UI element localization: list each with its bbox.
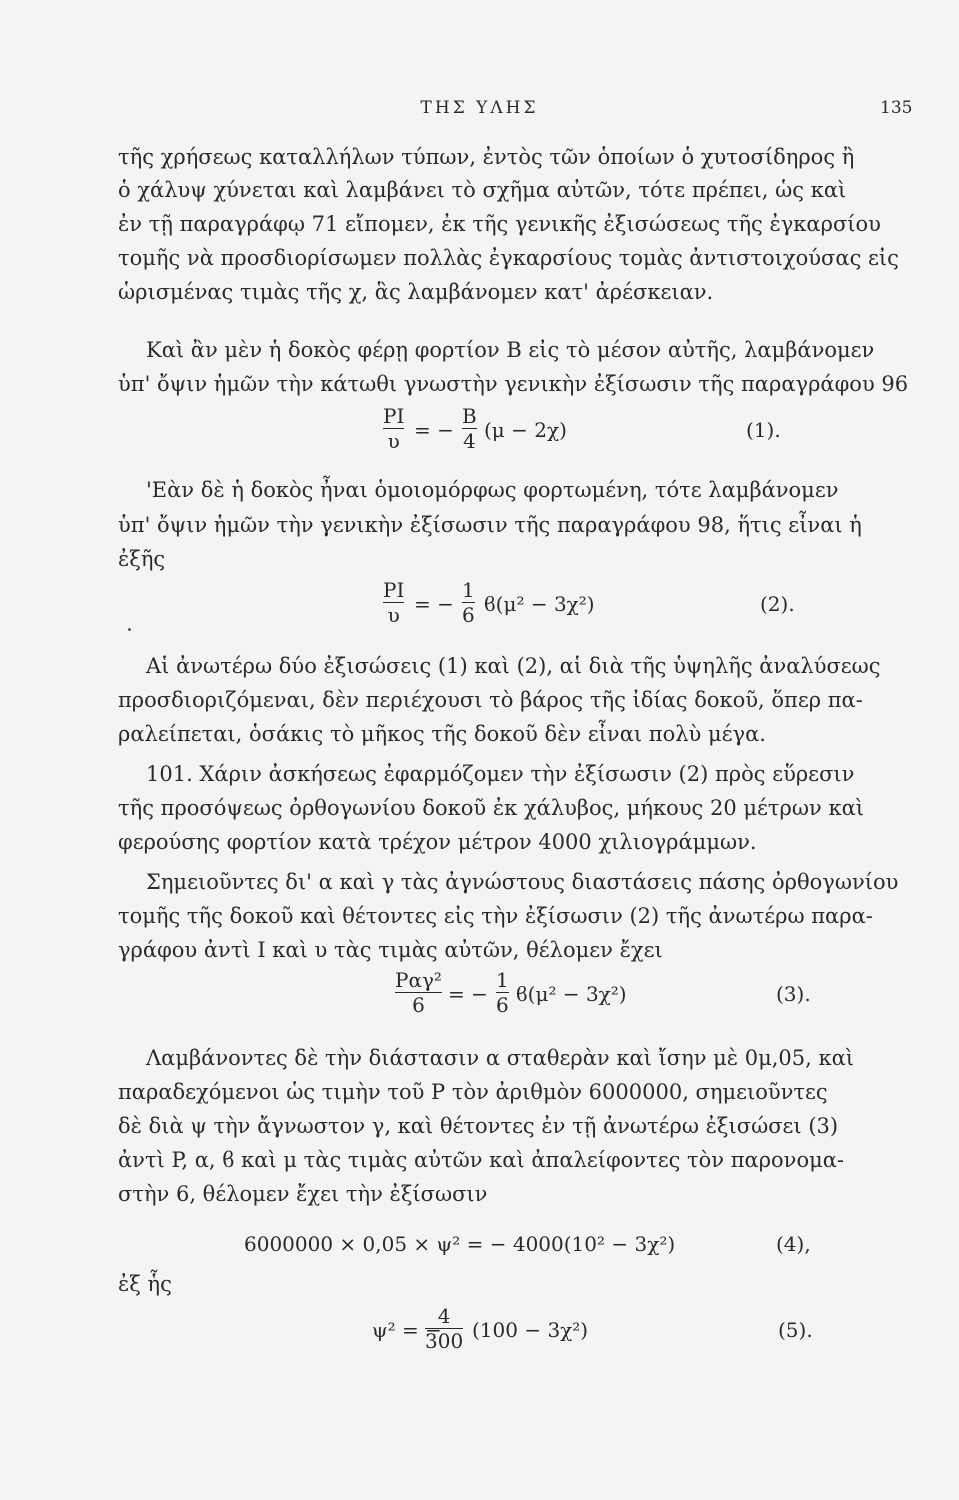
equals-minus: = − <box>414 592 454 616</box>
text-line: 101. Χάριν ἀσκήσεως ἐφαρμόζομεν τὴν ἐξίσωσιν (2) πρὸς εὕρεσιν <box>146 762 855 786</box>
numerator: PI <box>383 404 405 428</box>
text-line: ἐξῆς <box>118 547 166 571</box>
fraction <box>496 968 509 1017</box>
text-line: Καὶ ἂν μὲν ἡ δοκὸς φέρῃ φορτίον Β εἰς τὸ μέσον αὐτῆς, λαμβάνομεν <box>146 338 875 362</box>
fraction <box>383 578 404 627</box>
numerator: B <box>462 404 477 428</box>
text-line: στὴν 6, θέλομεν ἔχει τὴν ἐξίσωσιν <box>118 1182 488 1206</box>
text-line: ὁ χάλυψ χύνεται καὶ λαμβάνει τὸ σχῆμα αὐτῶν, τότε πρέπει, ὡς καὶ <box>118 178 847 202</box>
equals-minus: = − <box>414 418 454 442</box>
numerator: PI <box>383 578 405 602</box>
denominator: υ <box>387 429 400 453</box>
text-line: Λαμβάνοντες δὲ τὴν διάστασιν α σταθερὰν καὶ ἴσην μὲ 0μ,05, καὶ <box>146 1046 855 1070</box>
text-line: ὑπ' ὄψιν ἡμῶν τὴν γενικὴν ἐξίσωσιν τῆς παραγράφου 98, ἥτις εἶναι ἡ <box>118 513 862 537</box>
fraction <box>395 968 442 1017</box>
expression: 6000000 × 0,05 × ψ² = − 4000(10² − 3χ²) <box>244 1232 676 1256</box>
equation-label: (2). <box>760 592 795 616</box>
denominator: 300 <box>425 1329 464 1353</box>
text-line: Αἱ ἀνωτέρω δύο ἐξισώσεις (1) καὶ (2), αἱ διὰ τῆς ὑψηλῆς ἀναλύσεως <box>146 654 881 678</box>
fraction <box>383 404 404 453</box>
text-line: 'Εὰν δὲ ἡ δοκὸς ἦναι ὁμοιομόρφως φορτωμένη, τότε λαμβάνομεν <box>146 478 839 502</box>
equation-label: (1). <box>746 418 781 442</box>
text-line: ὑπ' ὄψιν ἡμῶν τὴν κάτωθι γνωστὴν γενικὴν ἐξίσωσιν τῆς παραγράφου 96 <box>118 372 909 396</box>
text-line: ἀντὶ P, α, ϐ καὶ μ τὰς τιμὰς αὐτῶν καὶ ἀπαλείφοντες τὸν παρονομα- <box>118 1148 845 1172</box>
denominator: 4 <box>462 429 476 453</box>
text-line: ραλείπεται, ὁσάκις τὸ μῆκος τῆς δοκοῦ δὲν εἶναι πολὺ μέγα. <box>118 722 766 746</box>
denominator: υ <box>387 603 400 627</box>
denominator: 6 <box>412 993 425 1017</box>
text-line: ἐξ ἧς <box>118 1272 172 1296</box>
numerator: 4 <box>437 1304 451 1328</box>
expression: ϐ(μ² − 3χ²) <box>516 982 627 1006</box>
text-line: τομῆς νὰ προσδιορίσωμεν πολλὰς ἐγκαρσίους τομὰς ἀντιστοιχούσας εἰς <box>118 246 899 270</box>
text-line: φερούσης φορτίον κατὰ τρέχον μέτρον 4000 χιλιογράμμων. <box>118 830 757 854</box>
page-number: 135 <box>880 98 913 118</box>
text-line: τῆς προσόψεως ὀρθογωνίου δοκοῦ ἐκ χάλυβος, μήκους 20 μέτρων καὶ <box>118 796 864 820</box>
expression: (100 − 3χ²) <box>472 1318 589 1342</box>
text-line: δὲ διὰ ψ τὴν ἄγνωστον γ, καὶ θέτοντες ἐν τῇ ἀνωτέρω ἐξισώσει (3) <box>118 1114 839 1138</box>
equals-minus: = − <box>448 982 488 1006</box>
running-header: ΤΗΣ ΥΛΗΣ <box>420 98 539 118</box>
numerator: 1 <box>462 578 475 602</box>
numerator: Pαγ² <box>395 968 442 992</box>
text-line: παραδεχόμενοι ὡς τιμὴν τοῦ P τὸν ἀριθμὸν 6000000, σημειοῦντες <box>118 1080 828 1104</box>
text-line: προσδιοριζόμεναι, δὲν περιέχουσι τὸ βάρος τῆς ἰδίας δοκοῦ, ὅπερ πα- <box>118 688 863 712</box>
text-line: τομῆς τῆς δοκοῦ καὶ θέτοντες εἰς τὴν ἐξίσωσιν (2) τῆς ἀνωτέρω παρα- <box>118 904 873 928</box>
ink-speck <box>128 628 131 631</box>
text-line: τῆς χρήσεως καταλλήλων τύπων, ἐντὸς τῶν ὁποίων ὁ χυτοσίδηρος ἢ <box>118 145 855 169</box>
expression: (μ − 2χ) <box>484 418 567 442</box>
denominator: 6 <box>462 603 475 627</box>
fraction <box>462 578 475 627</box>
text-line: Σημειοῦντες δι' α καὶ γ τὰς ἀγνώστους διαστάσεις πάσης ὀρθογωνίου <box>146 870 899 894</box>
equation-label: (4), <box>776 1232 811 1256</box>
fraction <box>462 404 477 453</box>
text-line: γράφου ἀντὶ Ι καὶ υ τὰς τιμὰς αὐτῶν, θέλομεν ἔχει <box>118 938 663 962</box>
text-line: ἐν τῇ παραγράφῳ 71 εἴπομεν, ἐκ τῆς γενικῆς ἐξισώσεως τῆς ἐγκαρσίου <box>118 212 881 236</box>
equation-label: (5). <box>778 1318 813 1342</box>
expression: ψ² = − <box>372 1318 442 1342</box>
fraction <box>425 1304 463 1353</box>
denominator: 6 <box>496 993 509 1017</box>
equation-label: (3). <box>776 982 811 1006</box>
expression: ϐ(μ² − 3χ²) <box>484 592 595 616</box>
numerator: 1 <box>496 968 509 992</box>
text-line: ὡρισμένας τιμὰς τῆς χ, ἃς λαμβάνομεν κατ' ἀρέσκειαν. <box>118 280 714 304</box>
